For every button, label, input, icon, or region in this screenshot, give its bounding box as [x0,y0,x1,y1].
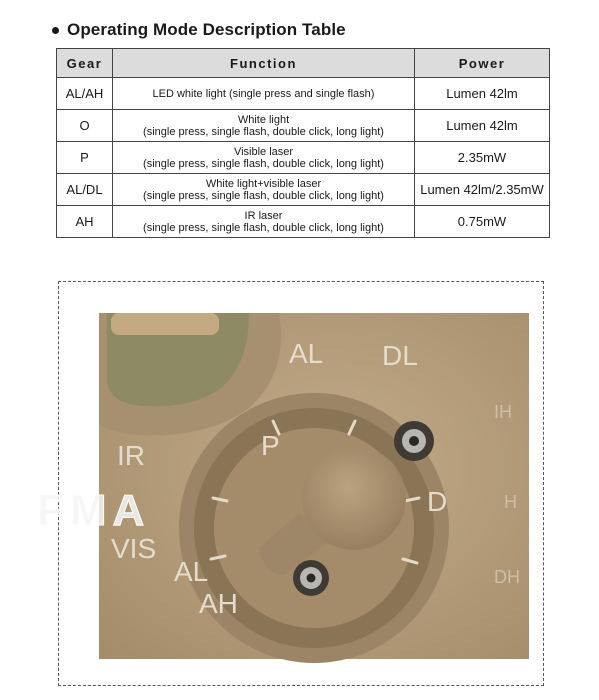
function-text: LED white light (single press and single flash) [152,87,375,100]
label-ir: IR [117,440,145,471]
function-cell [113,142,415,174]
column-header-gear: Gear [57,49,113,78]
function-cell [113,206,415,238]
label-h: H [504,492,517,512]
label-al-top: AL [289,338,324,369]
function-text: White light+visible laser [205,177,322,190]
label-al-bottom: AL [174,556,209,587]
label-ih: IH [494,402,512,422]
table-row [57,174,550,206]
table-header-row [57,49,550,78]
gear-cell: P [57,142,113,174]
function-text: White light [237,113,290,126]
power-cell: Lumen 42lm [415,110,550,142]
label-dh: DH [494,567,520,587]
selector-knob [302,446,406,550]
power-cell: 0.75mW [415,206,550,238]
section-title: Operating Mode Description Table [67,20,346,39]
label-d: D [427,486,448,517]
function-cell [113,78,415,110]
function-text: IR laser [244,209,283,222]
table-row [57,78,550,110]
label-dl: DL [382,340,418,371]
function-text: Visible laser [233,145,294,158]
table-row [57,110,550,142]
function-detail: (single press, single flash, double click, long light) [143,221,384,234]
screw-socket-icon [307,574,316,583]
watermark-logo: FMA [37,486,151,535]
screw-socket-icon [409,436,419,446]
function-detail: (single press, single flash, double click, long light) [143,189,384,202]
table-row [57,206,550,238]
function-detail: (single press, single flash, double click, long light) [143,157,384,170]
function-detail: (single press, single flash, double click, long light) [143,125,384,138]
label-vis: VIS [111,533,157,564]
power-cell: Lumen 42lm [415,78,550,110]
power-cell: 2.35mW [415,142,550,174]
power-cell: Lumen 42lm/2.35mW [415,174,550,206]
label-p: P [261,430,280,461]
gear-cell: AH [57,206,113,238]
gear-cell: AL/DL [57,174,113,206]
column-header-power: Power [415,49,550,78]
column-header-function: Function [113,49,415,78]
function-cell [113,174,415,206]
operating-mode-table [56,48,550,238]
label-ah: AH [199,588,238,619]
bullet-icon [52,27,59,34]
gear-cell: O [57,110,113,142]
function-cell [113,110,415,142]
table-row [57,142,550,174]
device-dial-photo [37,313,529,659]
gear-cell: AL/AH [57,78,113,110]
section-heading [52,20,346,40]
mode-button [111,313,219,335]
